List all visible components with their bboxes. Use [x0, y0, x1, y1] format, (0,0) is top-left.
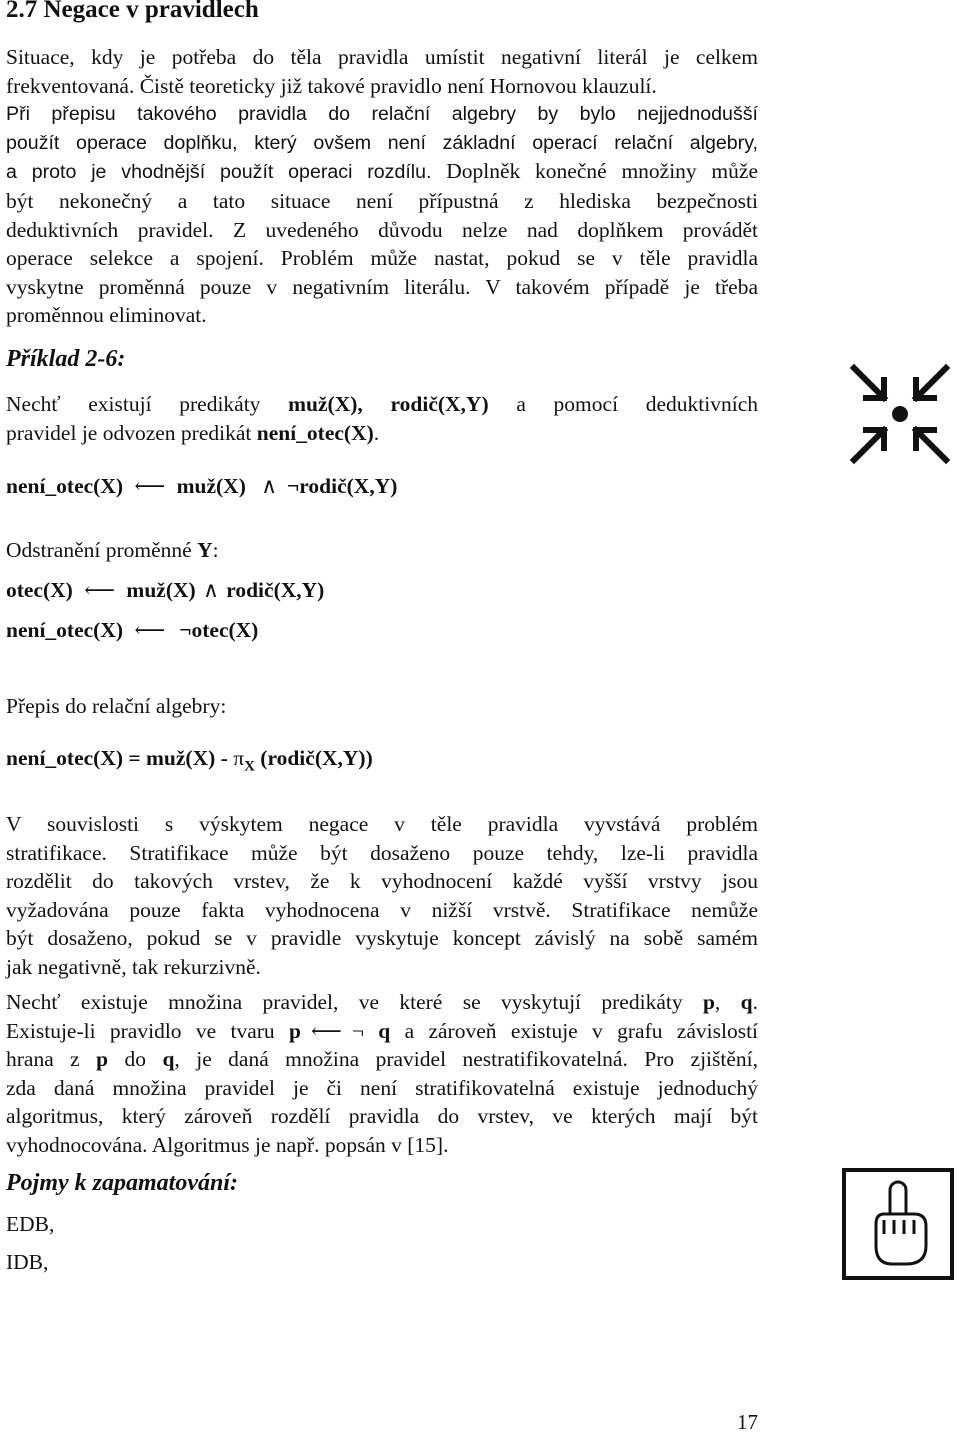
left-arrow-icon: ⟵ [84, 578, 116, 602]
example-title: Příklad 2-6: [6, 346, 126, 372]
pi-subscript: X [244, 758, 255, 775]
text-line: být dosaženo, pokud se v pravidle vyskytuje koncept závislý na sobě samém [6, 926, 758, 951]
and-icon: ∧ [261, 474, 277, 498]
text-run: pravidel je odvozen predikát [6, 420, 257, 445]
text-run: . [752, 990, 759, 1014]
left-arrow-icon: ⟵ [134, 618, 166, 642]
formula-rule [6, 474, 397, 499]
term-item: IDB, [6, 1250, 49, 1274]
text-line: frekventovaná. Čistě teoreticky již takové pravidlo není Hornovou klauzulí. [6, 73, 657, 98]
text-run: , je daná množina pravidel nestratifikovatelná. Pro zjištění, [174, 1047, 759, 1072]
predicate: muž(X) [288, 392, 358, 416]
text-line: jak negativně, tak rekurzivně. [6, 954, 261, 979]
algebra-label: Přepis do relační algebry: [6, 694, 227, 718]
predicate: není_otec(X) [256, 420, 374, 445]
text-run: . [373, 420, 380, 445]
predicate: q [740, 990, 753, 1014]
left-arrow-icon: ⟵ [134, 474, 166, 498]
variable: Y [197, 538, 213, 562]
predicate: q [162, 1047, 175, 1072]
pointing-finger-icon [842, 1168, 954, 1280]
stratification-paragraph [6, 810, 758, 982]
left-arrow-icon: ⟵ [310, 1018, 342, 1043]
text-line: vyskytne proměnná pouze v negativním literálu. V takovém případě je třeba [6, 274, 758, 299]
text-line: stratifikace. Stratifikace může být dosaženo pouze tehdy, lze-li pravidla [6, 840, 758, 865]
text-run: Odstranění proměnné [6, 538, 198, 562]
text-line: Situace, kdy je potřeba do těla pravidla umístit negativní literál je celkem [6, 45, 758, 69]
example-icon [844, 358, 956, 470]
formula-term: muž(X) [176, 474, 246, 498]
remove-variable-label [6, 538, 219, 563]
formula-otec [6, 578, 324, 603]
text-run: Nechť existují predikáty [6, 392, 289, 416]
page-number: 17 [737, 1410, 758, 1434]
intro-paragraph [6, 43, 758, 330]
algorithm-paragraph [6, 988, 758, 1160]
text-line: zda daná množina pravidel je či není stratifikovatelná existuje jednoduchý [6, 1075, 758, 1100]
text-line: algoritmus, který zároveň rozdělí pravidla do vrstev, ve kterých mají být [6, 1104, 758, 1129]
term-item: EDB, [6, 1212, 55, 1236]
formula-algebra [6, 746, 373, 775]
text-run: , [714, 990, 741, 1014]
negation-symbol: ¬ [351, 1018, 364, 1043]
predicate: rodič(X,Y) [390, 392, 489, 416]
text-run: hrana z [6, 1047, 97, 1072]
text-line: vyhodnocována. Algoritmus je např. popsán v [15]. [6, 1132, 449, 1157]
formula-term: ¬otec(X) [179, 618, 259, 642]
pi-symbol: π [233, 746, 245, 770]
text-line: proměnnou eliminovat. [6, 303, 207, 328]
formula-lhs: není_otec(X) [6, 474, 124, 498]
text-run: a zároveň existuje v grafu závislostí [390, 1018, 759, 1043]
example-intro [6, 390, 758, 447]
text-run: , [357, 392, 391, 416]
text-line: použít operace doplňku, který ovšem není základní operací relační algebry, [6, 131, 758, 154]
text-run: a pomocí deduktivních [488, 392, 759, 416]
formula-lhs: není_otec(X) [6, 618, 124, 642]
text-line: Doplněk konečné množiny může [446, 159, 758, 184]
formula-term: ¬rodič(X,Y) [287, 474, 398, 498]
formula-term: muž(X) [126, 578, 196, 602]
formula-lhs: není_otec(X) = muž(X) - [6, 746, 234, 770]
text-line: být nekonečný a tato situace není přípustná z hlediska bezpečnosti [6, 188, 758, 213]
and-icon: ∧ [203, 578, 219, 602]
text-line: deduktivních pravidel. Z uvedeného důvodu nelze nad doplňkem provádět [6, 217, 758, 242]
formula-term: (rodič(X,Y)) [254, 746, 373, 770]
predicate: p [702, 990, 715, 1014]
formula-lhs: otec(X) [6, 578, 73, 602]
formula-term: rodič(X,Y) [226, 578, 325, 602]
text-line: Při přepisu takového pravidla do relační algebry by bylo nejjednodušší [6, 103, 758, 126]
text-run: do [108, 1047, 163, 1072]
predicate: p [96, 1047, 109, 1072]
text-run: Existuje-li pravidlo ve tvaru [6, 1018, 290, 1043]
formula-neni-otec [6, 618, 258, 643]
section-title: 2.7 Negace v pravidlech [6, 0, 259, 23]
text-line: operace selekce a spojení. Problém může nastat, pokud se v těle pravidla [6, 246, 758, 271]
text-run: Nechť existuje množina pravidel, ve které se vyskytují predikáty [6, 990, 703, 1014]
text-run: : [212, 538, 219, 562]
text-line: a proto je vhodnější použít operaci rozdílu. [6, 161, 432, 184]
text-line: vyžadována pouze fakta vyhodnocena v nižší vrstvě. Stratifikace nemůže [6, 897, 758, 922]
predicate: q [378, 1018, 391, 1043]
terms-title: Pojmy k zapamatování: [6, 1170, 238, 1196]
text-line: rozdělit do takových vrstev, že k vyhodnocení každé vyšší vrstvy jsou [6, 869, 758, 894]
predicate: p [289, 1018, 301, 1043]
text-line: V souvislosti s výskytem negace v těle pravidla vyvstává problém [6, 812, 758, 836]
